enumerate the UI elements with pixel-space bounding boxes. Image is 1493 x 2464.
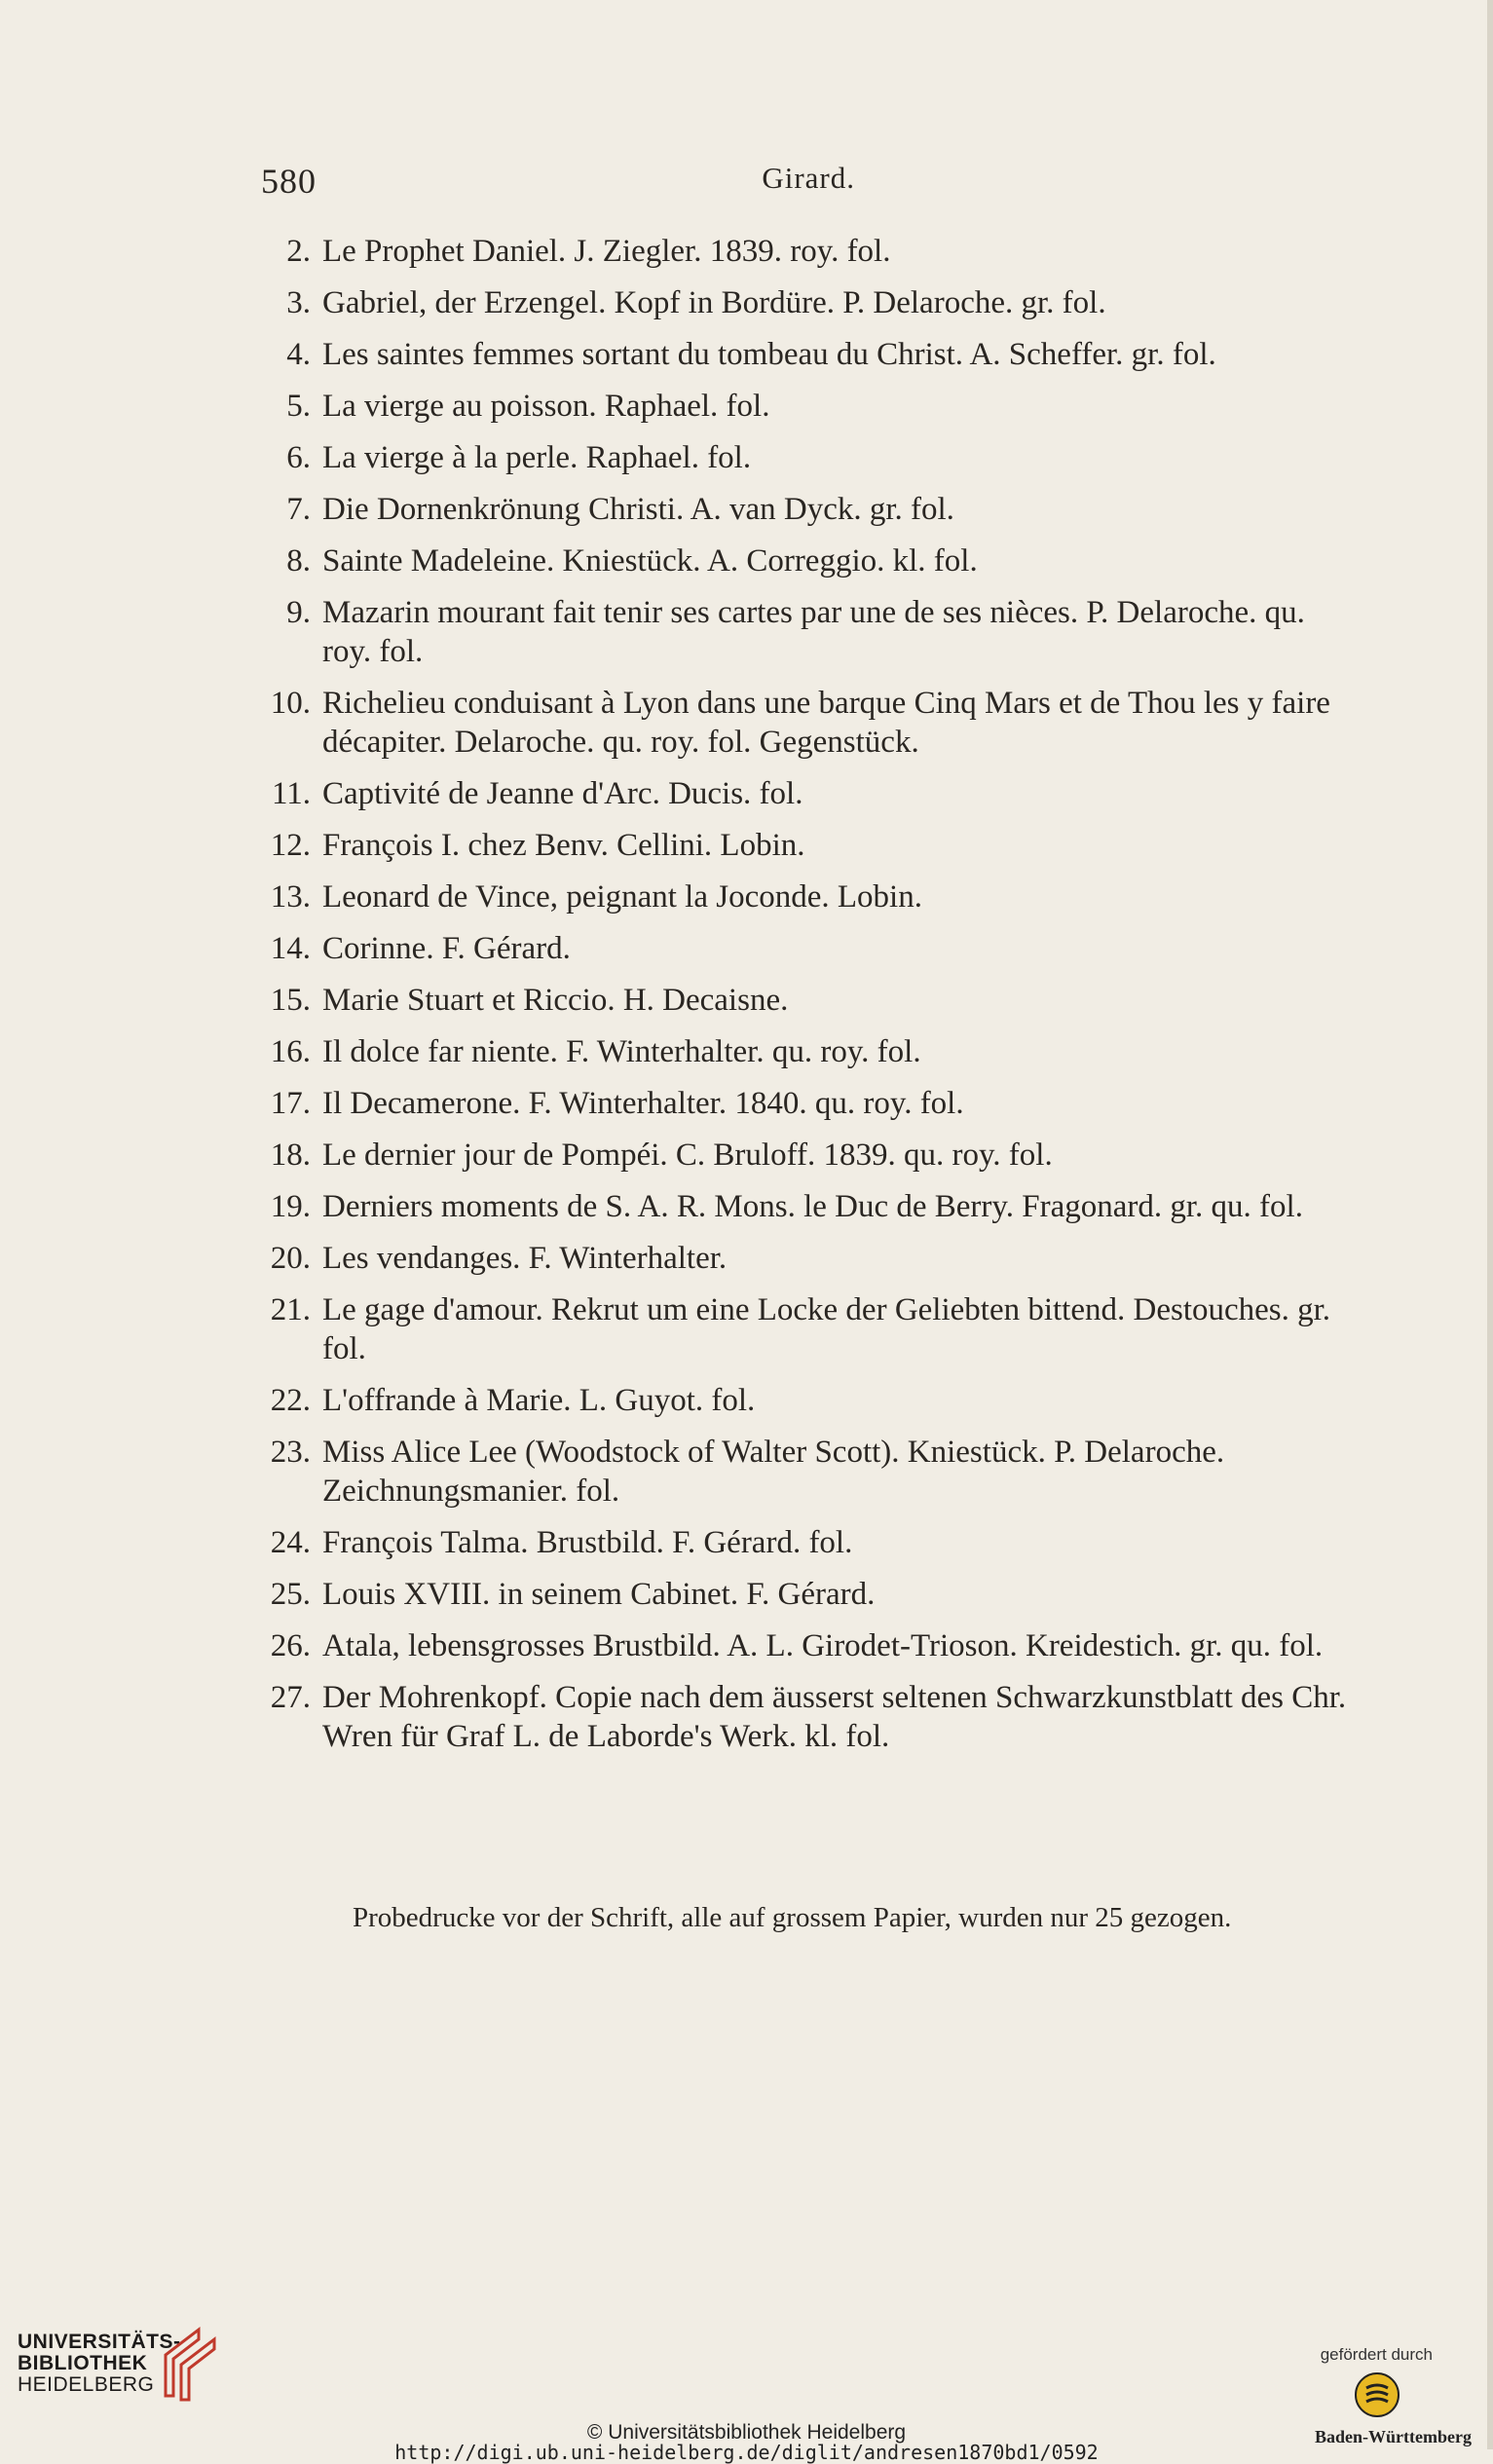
entry-number: 16. bbox=[270, 1034, 311, 1069]
catalog-entry bbox=[248, 490, 1349, 529]
catalog-entry bbox=[248, 1290, 1349, 1368]
catalog-entry bbox=[248, 826, 1349, 865]
entry-number: 9. bbox=[286, 595, 311, 630]
entry-number: 2. bbox=[286, 234, 311, 269]
digitization-footer bbox=[0, 2331, 1493, 2464]
entry-text: Miss Alice Lee (Woodstock of Walter Scott). Kniestück. P. Delaroche. Zeichnungsmanier. fol. bbox=[322, 1435, 1225, 1509]
entry-text: Die Dornenkrönung Christi. A. van Dyck. gr. fol. bbox=[322, 492, 954, 527]
sponsor-label: gefördert durch bbox=[1320, 2345, 1433, 2364]
entry-text: Gabriel, der Erzengel. Kopf in Bordüre. P. Delaroche. gr. fol. bbox=[322, 285, 1106, 320]
entry-number: 4. bbox=[286, 337, 311, 372]
entry-number: 10. bbox=[270, 686, 311, 721]
entry-number: 18. bbox=[270, 1138, 311, 1173]
entry-number: 13. bbox=[270, 879, 311, 915]
catalog-entry bbox=[248, 1381, 1349, 1420]
entry-text: Le Prophet Daniel. J. Ziegler. 1839. roy. fol. bbox=[322, 234, 891, 269]
entry-number: 26. bbox=[270, 1628, 311, 1663]
entry-text: Der Mohrenkopf. Copie nach dem äusserst seltenen Schwarzkunstblatt des Chr. Wren für Graf L. de Laborde's Werk. kl. fol. bbox=[322, 1680, 1347, 1754]
entry-text: Richelieu conduisant à Lyon dans une barque Cinq Mars et de Thou les y faire décapiter. Delaroche. qu. roy. fol. Gegenstück. bbox=[322, 686, 1330, 760]
entry-text: Louis XVIII. in seinem Cabinet. F. Gérard. bbox=[322, 1577, 876, 1612]
running-title: Girard. bbox=[762, 161, 855, 195]
entry-number: 23. bbox=[270, 1435, 311, 1470]
entry-number: 20. bbox=[270, 1241, 311, 1276]
library-mark-icon bbox=[160, 2326, 230, 2404]
catalog-entry bbox=[248, 929, 1349, 968]
entry-number: 11. bbox=[271, 776, 311, 811]
page-header bbox=[261, 161, 855, 204]
library-name-line3: HEIDELBERG bbox=[18, 2373, 155, 2396]
catalog-entry bbox=[248, 1187, 1349, 1226]
entry-text: La vierge au poisson. Raphael. fol. bbox=[322, 389, 770, 424]
entry-number: 5. bbox=[286, 389, 311, 424]
entry-number: 3. bbox=[286, 285, 311, 320]
catalog-entry bbox=[248, 1239, 1349, 1278]
catalog-entry bbox=[248, 684, 1349, 762]
sponsor-block bbox=[1287, 2345, 1472, 2452]
catalog-entry bbox=[248, 541, 1349, 580]
entry-number: 25. bbox=[270, 1577, 311, 1612]
entry-text: François I. chez Benv. Cellini. Lobin. bbox=[322, 828, 805, 863]
catalog-entry bbox=[248, 593, 1349, 671]
catalog-entry bbox=[248, 232, 1349, 271]
catalog-entry bbox=[248, 387, 1349, 426]
catalog-entry bbox=[248, 1032, 1349, 1071]
entry-text: Les saintes femmes sortant du tombeau du Christ. A. Scheffer. gr. fol. bbox=[322, 337, 1216, 372]
catalog-entry bbox=[248, 1678, 1349, 1756]
catalog-entry bbox=[248, 774, 1349, 813]
entry-number: 24. bbox=[270, 1525, 311, 1560]
entry-text: Atala, lebensgrosses Brustbild. A. L. Girodet-Trioson. Kreidestich. gr. qu. fol. bbox=[322, 1628, 1324, 1663]
catalog-entry bbox=[248, 1433, 1349, 1511]
page-edge bbox=[1487, 0, 1493, 2449]
catalog-entry bbox=[248, 1575, 1349, 1614]
catalog-entry bbox=[248, 438, 1349, 477]
entry-text: Il dolce far niente. F. Winterhalter. qu. roy. fol. bbox=[322, 1034, 921, 1069]
catalog-entry bbox=[248, 335, 1349, 374]
entry-text: Corinne. F. Gérard. bbox=[322, 931, 571, 966]
entry-text: L'offrande à Marie. L. Guyot. fol. bbox=[322, 1383, 756, 1418]
entry-text: La vierge à la perle. Raphael. fol. bbox=[322, 440, 752, 475]
entry-text: François Talma. Brustbild. F. Gérard. fol. bbox=[322, 1525, 853, 1560]
entry-text: Captivité de Jeanne d'Arc. Ducis. fol. bbox=[322, 776, 803, 811]
entry-number: 12. bbox=[270, 828, 311, 863]
entry-number: 8. bbox=[286, 543, 311, 579]
entry-text: Mazarin mourant fait tenir ses cartes par une de ses nièces. P. Delaroche. qu. roy. fol. bbox=[322, 595, 1305, 669]
entry-text: Il Decamerone. F. Winterhalter. 1840. qu. roy. fol. bbox=[322, 1086, 964, 1121]
source-url[interactable]: http://digi.ub.uni-heidelberg.de/diglit/andresen1870bd1/0592 bbox=[394, 2441, 1099, 2464]
entry-number: 7. bbox=[286, 492, 311, 527]
entry-text: Marie Stuart et Riccio. H. Decaisne. bbox=[322, 983, 789, 1018]
entry-number: 19. bbox=[270, 1189, 311, 1224]
library-name-line2: BIBLIOTHEK bbox=[18, 2352, 148, 2374]
entry-number: 14. bbox=[270, 931, 311, 966]
entry-text: Sainte Madeleine. Kniestück. A. Correggio. kl. fol. bbox=[322, 543, 978, 579]
catalog-entry bbox=[248, 981, 1349, 1020]
catalog-entries bbox=[248, 232, 1349, 1769]
entry-number: 15. bbox=[270, 983, 311, 1018]
footnote: Probedrucke vor der Schrift, alle auf grossem Papier, wurden nur 25 gezogen. bbox=[353, 1902, 1232, 1933]
entry-number: 21. bbox=[270, 1292, 311, 1327]
catalog-entry bbox=[248, 283, 1349, 322]
copyright-notice: © Universitätsbibliothek Heidelberg bbox=[586, 2421, 907, 2444]
entry-number: 6. bbox=[286, 440, 311, 475]
catalog-entry bbox=[248, 1136, 1349, 1175]
entry-number: 27. bbox=[270, 1680, 311, 1715]
page-number: 580 bbox=[261, 162, 317, 201]
catalog-entry bbox=[248, 1626, 1349, 1665]
entry-text: Leonard de Vince, peignant la Joconde. Lobin. bbox=[322, 879, 922, 915]
entry-number: 22. bbox=[270, 1383, 311, 1418]
entry-text: Les vendanges. F. Winterhalter. bbox=[322, 1241, 728, 1276]
sponsor-name: Baden-Württemberg bbox=[1315, 2427, 1472, 2446]
entry-text: Le gage d'amour. Rekrut um eine Locke der Geliebten bittend. Destouches. gr. fol. bbox=[322, 1292, 1331, 1366]
library-name-line1: UNIVERSITÄTS- bbox=[18, 2331, 181, 2353]
catalog-entry bbox=[248, 1084, 1349, 1123]
entry-text: Le dernier jour de Pompéi. C. Bruloff. 1839. qu. roy. fol. bbox=[322, 1138, 1053, 1173]
catalog-entry bbox=[248, 1523, 1349, 1562]
entry-number: 17. bbox=[270, 1086, 311, 1121]
state-coat-of-arms-icon bbox=[1353, 2371, 1401, 2419]
catalog-entry bbox=[248, 877, 1349, 916]
entry-text: Derniers moments de S. A. R. Mons. le Duc de Berry. Fragonard. gr. qu. fol. bbox=[322, 1189, 1303, 1224]
